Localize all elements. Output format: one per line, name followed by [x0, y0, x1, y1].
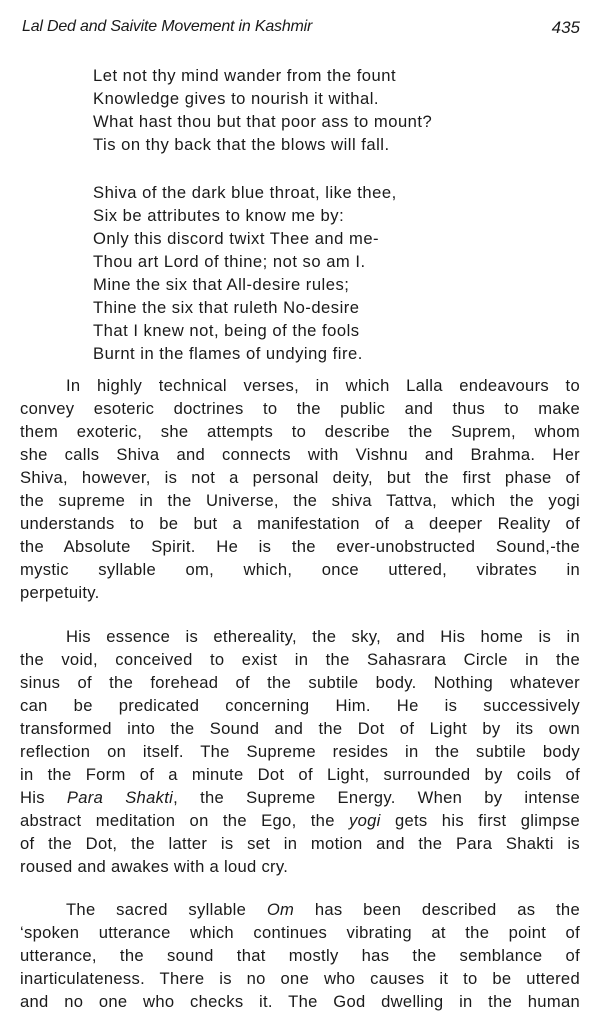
page-header	[22, 18, 580, 42]
text-run: , the Supreme Energy. When by intense	[173, 788, 580, 807]
page-number: 435	[551, 18, 580, 37]
text-line: the supreme in the Universe, the shiva Tattva, which the yogi	[20, 491, 580, 510]
text-line: can be predicated concerning Him. He is successively	[20, 696, 580, 715]
verse-line: Shiva of the dark blue throat, like thee,	[93, 183, 397, 202]
text-line: inarticulateness. There is no one who causes it to be uttered	[20, 969, 580, 988]
running-head: Lal Ded and Saivite Movement in Kashmir	[22, 18, 313, 35]
paragraph-2	[20, 625, 580, 878]
verse-line: Thine the six that ruleth No-desire	[93, 298, 360, 317]
text-run: The sacred syllable	[66, 900, 267, 919]
text-line: in the Form of a minute Dot of Light, surrounded by coils of	[20, 765, 580, 784]
verse-line: Mine the six that All-desire rules;	[93, 275, 350, 294]
text-line	[20, 786, 580, 809]
verse-line: Only this discord twixt Thee and me-	[93, 229, 380, 248]
verse-line: That I knew not, being of the fools	[93, 321, 360, 340]
text-line: understands to be but a manifestation of a deeper Reality of	[20, 514, 580, 533]
verse-line: Six be attributes to know me by:	[93, 206, 345, 225]
italic-term: Para Shakti	[66, 788, 174, 807]
verse-line: Let not thy mind wander from the fount	[93, 66, 397, 85]
text-line: roused and awakes with a loud cry.	[20, 857, 289, 876]
text-line: the void, conceived to exist in the Sahasrara Circle in the	[20, 650, 580, 669]
verse-stanza-2	[93, 181, 397, 365]
text-run: has been described as the	[294, 900, 580, 919]
text-run: abstract meditation on the Ego, the	[20, 811, 350, 830]
text-run: His	[20, 788, 67, 807]
verse-line: Thou art Lord of thine; not so am I.	[93, 252, 366, 271]
text-line: utterance, the sound that mostly has the semblance of	[20, 946, 580, 965]
text-line: them exoteric, she attempts to describe the Suprem, whom	[20, 422, 580, 441]
verse-line: Tis on thy back that the blows will fall.	[93, 135, 390, 154]
text-line	[20, 809, 580, 832]
text-run: gets his first glimpse	[380, 811, 580, 830]
text-line: ‘spoken utterance which continues vibrating at the point of	[20, 923, 580, 942]
text-line: the Absolute Spirit. He is the ever-unobstructed Sound,-the	[20, 537, 580, 556]
text-line: Shiva, however, is not a personal deity, but the first phase of	[20, 468, 580, 487]
text-line: sinus of the forehead of the subtile body. Nothing whatever	[20, 673, 580, 692]
italic-term: yogi	[349, 811, 381, 830]
verse-line: Knowledge gives to nourish it withal.	[93, 89, 379, 108]
paragraph-3	[20, 898, 580, 1013]
text-line: In highly technical verses, in which Lalla endeavours to	[66, 376, 580, 395]
text-line: transformed into the Sound and the Dot of Light by its own	[20, 719, 580, 738]
text-line: perpetuity.	[20, 583, 100, 602]
text-line: mystic syllable om, which, once uttered, vibrates in	[20, 560, 580, 579]
italic-term: Om	[266, 900, 295, 919]
verse-stanza-1	[93, 64, 432, 156]
text-line	[20, 898, 580, 921]
verse-line: Burnt in the flames of undying fire.	[93, 344, 363, 363]
text-line: reflection on itself. The Supreme resides in the subtile body	[20, 742, 580, 761]
text-line: of the Dot, the latter is set in motion and the Para Shakti is	[20, 834, 580, 853]
text-line: His essence is ethereality, the sky, and His home is in	[66, 627, 580, 646]
text-line: convey esoteric doctrines to the public and thus to make	[20, 399, 580, 418]
paragraph-1	[20, 374, 580, 604]
text-line: and no one who checks it. The God dwelling in the human	[20, 992, 580, 1011]
text-line: she calls Shiva and connects with Vishnu and Brahma. Her	[20, 445, 580, 464]
verse-line: What hast thou but that poor ass to mount?	[93, 112, 433, 131]
